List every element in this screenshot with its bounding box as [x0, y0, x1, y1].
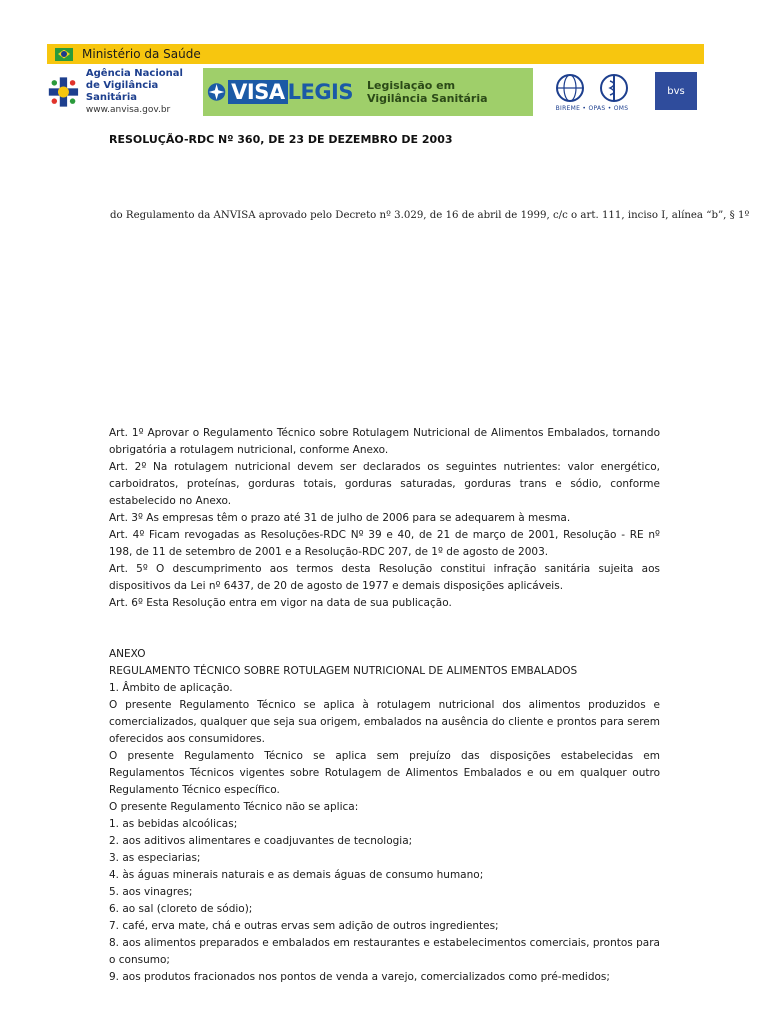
- government-bar: [47, 44, 704, 64]
- article-paragraph: Art. 4º Ficam revogadas as Resoluções-RDC Nº 39 e 40, de 21 de março de 2001, Resolução - RE nº 198, de 11 de setembro de 2001 e a Resolução-RDC 207, de 1º de agosto de 2003.: [109, 529, 660, 558]
- bireme-opas-oms-logos[interactable]: [532, 68, 652, 116]
- anvisa-cross-icon: [47, 74, 80, 110]
- article-paragraph: Art. 2º Na rotulagem nutricional devem ser declarados os seguintes nutrientes: valor energético, carboidratos, proteínas, gorduras totais, gorduras saturadas, gorduras trans e sódio, conforme estabelecido no Anexo.: [109, 461, 660, 507]
- annex-list-item: 6. ao sal (cloreto de sódio);: [109, 903, 253, 915]
- article-paragraph: Art. 1º Aprovar o Regulamento Técnico sobre Rotulagem Nutricional de Alimentos Embalados, tornando obrigatória a rotulagem nutricional, conforme Anexo.: [109, 427, 660, 456]
- annex-paragraph: 1. Âmbito de aplicação.: [109, 682, 233, 694]
- visalegis-subtitle-1: Legislação em: [367, 79, 456, 92]
- annex-paragraph: O presente Regulamento Técnico se aplica à rotulagem nutricional dos alimentos produzidos e comercializados, qualquer que seja sua origem, embalados na ausência do cliente e prontos para serem oferecidos aos consumidores.: [109, 699, 660, 745]
- article-paragraph: Art. 6º Esta Resolução entra em vigor na data de sua publicação.: [109, 597, 452, 609]
- document-title: RESOLUÇÃO-RDC Nº 360, DE 23 DE DEZEMBRO DE 2003: [109, 133, 453, 146]
- annex-list-item: 3. as especiarias;: [109, 852, 201, 864]
- header-banner: [47, 68, 704, 116]
- annex-paragraph: O presente Regulamento Técnico não se aplica:: [109, 801, 359, 813]
- visalegis-block[interactable]: [203, 68, 533, 116]
- article-paragraph: Art. 3º As empresas têm o prazo até 31 de julho de 2006 para se adequarem à mesma.: [109, 512, 571, 524]
- annex-list-item: 1. as bebidas alcoólicas;: [109, 818, 238, 830]
- visalegis-logo-part-2: LEGIS: [287, 80, 353, 104]
- annex-list-item: 9. aos produtos fracionados nos pontos de venda a varejo, comercializados como pré-medidos;: [109, 971, 610, 983]
- anvisa-logo-block[interactable]: [47, 68, 202, 116]
- annex-list-item: 8. aos alimentos preparados e embalados em restaurantes e estabelecimentos comerciais, prontos para o consumo;: [109, 937, 660, 966]
- annex-list-item: 7. café, erva mate, chá e outras ervas sem adição de outros ingredientes;: [109, 920, 499, 932]
- annex-heading: ANEXO: [109, 648, 146, 660]
- ministry-name[interactable]: Ministério da Saúde: [82, 47, 201, 61]
- visalegis-logo: [207, 76, 353, 108]
- annex-list-item: 2. aos aditivos alimentares e coadjuvantes de tecnologia;: [109, 835, 413, 847]
- visalegis-subtitle-2: Vigilância Sanitária: [367, 92, 488, 105]
- who-emblem-icon: [594, 73, 634, 103]
- globe-icon: [550, 73, 590, 103]
- annex-list-item: 5. aos vinagres;: [109, 886, 193, 898]
- decree-line: do Regulamento da ANVISA aprovado pelo Decreto nº 3.029, de 16 de abril de 1999, c/c o art. 111, inciso I, alínea “b”, § 1º: [110, 210, 750, 221]
- visalegis-logo-part-1: VISA: [228, 80, 287, 104]
- bvs-label: bvs: [667, 85, 685, 97]
- annex-paragraph: O presente Regulamento Técnico se aplica sem prejuízo das disposições estabelecidas em Regulamentos Técnicos vigentes sobre Rotulagem de Alimentos Embalados e ou em qualquer outro Regulamento Técnico específico.: [109, 750, 660, 796]
- bireme-caption: BIREME • OPAS • OMS: [555, 104, 629, 112]
- article-paragraph: Art. 5º O descumprimento aos termos desta Resolução constitui infração sanitária sujeita aos dispositivos da Lei nº 6437, de 20 de agosto de 1977 e demais disposições aplicáveis.: [109, 563, 660, 592]
- anvisa-line-1: Agência Nacional: [85, 68, 183, 79]
- bvs-logo[interactable]: [655, 72, 697, 110]
- brazil-flag-icon: [55, 48, 73, 61]
- star-burst-icon: [207, 81, 226, 103]
- document-body: [109, 425, 660, 986]
- anvisa-url[interactable]: www.anvisa.gov.br: [85, 105, 171, 115]
- annex-list-item: 4. às águas minerais naturais e as demais águas de consumo humano;: [109, 869, 484, 881]
- section-spacer: [109, 612, 660, 646]
- annex-title: REGULAMENTO TÉCNICO SOBRE ROTULAGEM NUTRICIONAL DE ALIMENTOS EMBALADOS: [109, 665, 578, 677]
- anvisa-line-2: de Vigilância Sanitária: [85, 80, 159, 103]
